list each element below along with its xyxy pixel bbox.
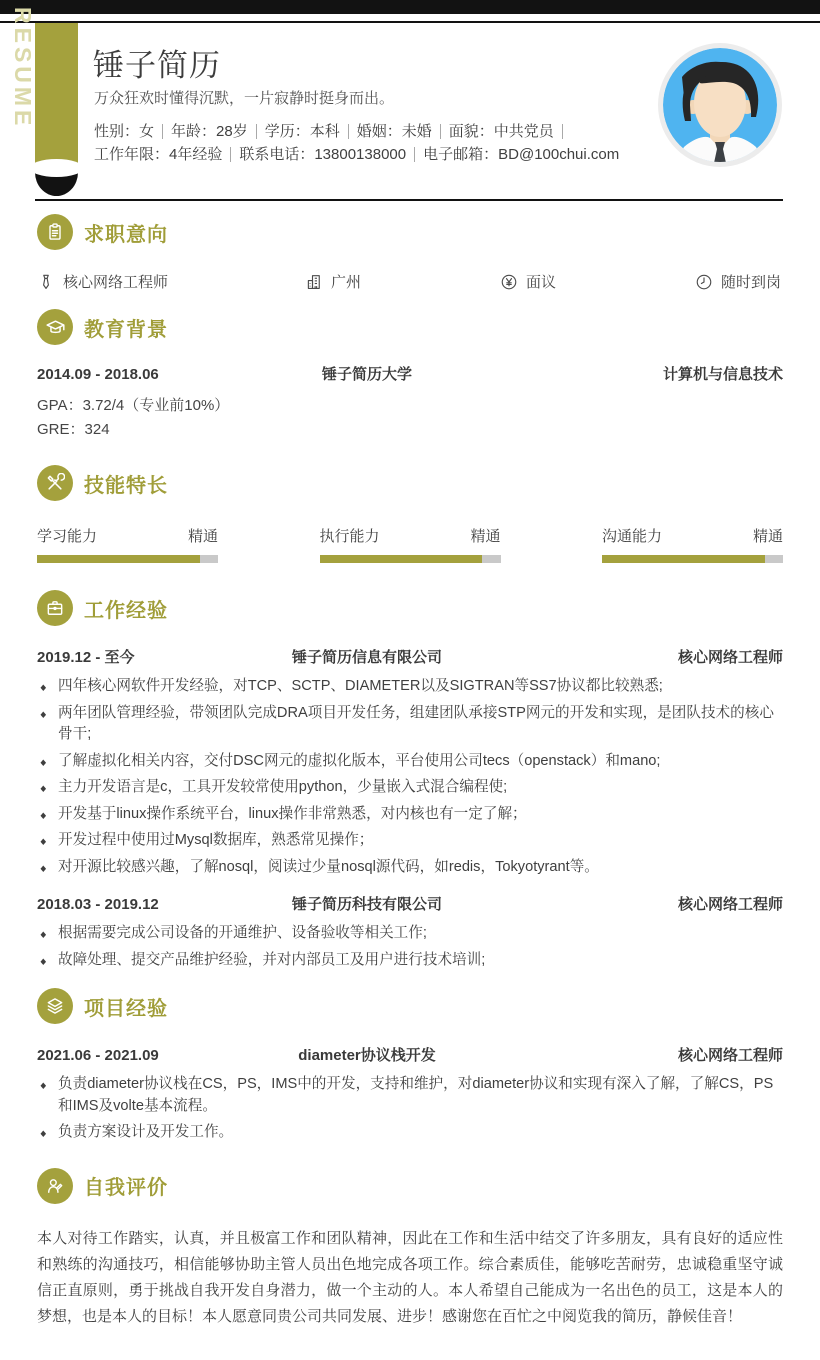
skill-bar	[602, 555, 783, 563]
intent-city-label: 广州	[331, 274, 362, 291]
skill-level: 精通	[187, 528, 218, 545]
project-bullets	[37, 1074, 783, 1144]
salary-yen-icon	[500, 273, 518, 291]
skill-bar	[320, 555, 501, 563]
section-skills	[37, 465, 783, 563]
job-period: 2018.03 - 2019.12	[37, 896, 159, 913]
job-intent-items	[37, 271, 783, 292]
project-meta	[37, 1044, 783, 1065]
info-marital: 婚姻：未婚	[356, 123, 432, 140]
graduation-cap-icon	[37, 309, 73, 345]
candidate-name: 锤子简历	[93, 48, 221, 83]
education-gpa: GPA：3.72/4（专业前10%）	[37, 397, 230, 414]
education-school: 锤子简历大学	[321, 366, 412, 383]
project-period: 2021.06 - 2021.09	[37, 1047, 159, 1064]
evaluation-text: 本人对待工作踏实，认真，并且极富工作和团队精神，因此在工作和生活中结交了许多朋友，具有良好的适应性和熟练的沟通技巧，相信能够协助主管人员出色地完成各项工作。综合素质佳，能够吃苦耐劳，忠诚稳重坚守诚信正直原则，勇于挑战自我开发自身潜力，做一个主动的人。本人希望自己能成为一名出色的员工，这是本人的梦想，也是本人的目标！本人愿意同贵公司共同发展、进步！感谢您在百忙之中阅览我的简历，静候佳音！	[37, 1229, 783, 1325]
section-work	[37, 590, 783, 971]
person-icon	[37, 1168, 73, 1204]
section-head-projects	[37, 988, 783, 1024]
briefcase-icon	[37, 590, 73, 626]
tie-icon	[37, 273, 55, 291]
section-head-education	[37, 309, 783, 345]
job-bullet: ◆ 两年团队管理经验，带领团队完成DRA项目开发任务，组建团队承接STP网元的开发和实现，是团队技术的核心骨干;	[37, 703, 783, 746]
skill-bar-fill	[320, 555, 483, 563]
job-bullet: ◆ 四年核心网软件开发经验，对TCP、SCTP、DIAMETER以及SIGTRAN等SS7协议都比较熟悉;	[37, 676, 783, 698]
info-degree: 学历：本科	[264, 123, 340, 140]
job-bullet: ◆ 主力开发语言是c，工具开发较常使用python，少量嵌入式混合编程使;	[37, 777, 783, 799]
clipboard-icon	[37, 214, 73, 250]
job-bullets	[37, 676, 783, 878]
job-bullet: ◆ 根据需要完成公司设备的开通维护、设备验收等相关工作;	[37, 923, 783, 945]
info-age: 年龄：28岁	[171, 123, 248, 140]
education-details	[37, 395, 783, 441]
section-title: 自我评价	[84, 1177, 168, 1199]
job-company: 锤子简历科技有限公司	[291, 896, 442, 913]
project-bullet: ◆ 负责diameter协议栈在CS，PS，IMS中的开发，支持和维护，对diameter协议和实现有深入了解，了解CS，PS和IMS及volte基本流程。	[37, 1074, 783, 1117]
skill-level: 精通	[470, 528, 501, 545]
section-head-work	[37, 590, 783, 626]
section-education	[37, 309, 783, 441]
project-name: diameter协议栈开发	[298, 1047, 436, 1064]
clock-icon	[695, 273, 713, 291]
project-bullet: ◆ 负责方案设计及开发工作。	[37, 1122, 783, 1144]
skill-item	[37, 525, 218, 563]
section-title: 教育背景	[84, 318, 168, 341]
section-title: 技能特长	[84, 474, 168, 497]
info-gender: 性别：女	[94, 123, 155, 140]
job-bullet: ◆ 开发过程中使用过Mysql数据库，熟悉常见操作；	[37, 830, 783, 852]
skill-bar-fill	[602, 555, 765, 563]
intent-salary-label: 面议	[526, 274, 557, 291]
section-title: 工作经验	[84, 599, 168, 622]
skill-name: 学习能力	[37, 528, 98, 545]
intent-salary	[500, 271, 695, 292]
section-title: 求职意向	[84, 223, 168, 246]
intent-availability	[695, 271, 783, 292]
job-bullets	[37, 923, 783, 971]
skill-name: 沟通能力	[602, 528, 663, 545]
job-role: 核心网络工程师	[677, 896, 783, 913]
section-head-job-intent	[37, 214, 783, 250]
job-period: 2019.12 - 至今	[37, 649, 135, 666]
skill-name: 执行能力	[319, 528, 380, 545]
info-experience-years: 工作年限：4年经验	[94, 146, 223, 163]
skill-bar	[37, 555, 218, 563]
education-gre: GRE：324	[37, 420, 110, 438]
skill-item	[602, 525, 783, 563]
skill-level: 精通	[752, 528, 783, 545]
section-title: 项目经验	[84, 997, 168, 1020]
intent-city	[305, 271, 500, 292]
section-head-skills	[37, 465, 783, 501]
tools-icon	[37, 465, 73, 501]
job-bullet: ◆ 了解虚拟化相关内容，交付DSC网元的虚拟化版本，平台使用公司tecs（openstack）和mano;	[37, 751, 783, 773]
job-bullet: ◆ 开发基于linux操作系统平台，linux操作非常熟悉，对内核也有一定了解；	[37, 804, 783, 826]
job-company: 锤子简历信息有限公司	[291, 649, 442, 666]
intent-position-label: 核心网络工程师	[63, 274, 169, 291]
job-meta	[37, 893, 783, 914]
education-meta	[37, 363, 783, 384]
section-job-intent	[37, 214, 783, 292]
intent-availability-label: 随时到岗	[721, 274, 782, 291]
education-period: 2014.09 - 2018.06	[37, 366, 159, 383]
building-icon	[305, 273, 323, 291]
info-email: 电子邮箱：BD@100chui.com	[423, 146, 620, 163]
skill-item	[320, 525, 501, 563]
section-head-evaluation	[37, 1168, 783, 1204]
job-meta	[37, 646, 783, 667]
info-phone: 联系电话：13800138000	[239, 146, 407, 163]
info-political: 面貌：中共党员	[448, 123, 554, 140]
job-bullet: ◆ 对开源比较感兴趣，了解nosql，阅读过少量nosql源代码，如redis，Tokyotyrant等。	[37, 857, 783, 879]
resume-ribbon-label: RESUME	[10, 7, 36, 130]
skills-list	[37, 525, 783, 563]
skill-bar-fill	[37, 555, 200, 563]
candidate-motto: 万众狂欢时懂得沉默，一片寂静时挺身而出。	[94, 90, 395, 107]
intent-position	[37, 271, 305, 292]
section-projects	[37, 988, 783, 1144]
project-role: 核心网络工程师	[677, 1047, 783, 1064]
layers-icon	[37, 988, 73, 1024]
job-bullet: ◆ 故障处理、提交产品维护经验，并对内部员工及用户进行技术培训;	[37, 950, 783, 972]
section-evaluation	[37, 1168, 783, 1330]
resume-content	[37, 0, 783, 1360]
education-major: 计算机与信息技术	[662, 366, 783, 383]
job-role: 核心网络工程师	[677, 649, 783, 666]
